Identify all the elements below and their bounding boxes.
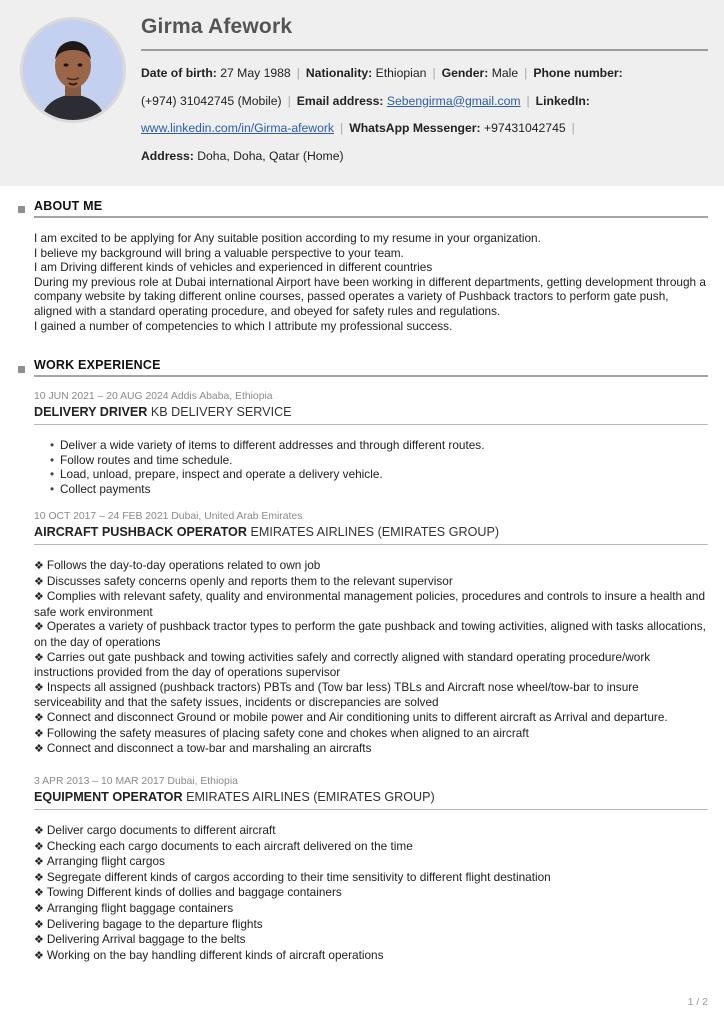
list-item: ❖ Carries out gate pushback and towing activities safely and correctly aligned with standard operating procedure/work instructions provided from the day of operations supervisor <box>34 650 708 680</box>
list-item: ❖ Arranging flight baggage containers <box>34 901 708 917</box>
list-item: ❖ Arranging flight cargos <box>34 854 708 870</box>
job-employer: EMIRATES AIRLINES (EMIRATES GROUP) <box>250 525 500 539</box>
gender-value: Male <box>491 66 519 80</box>
info-line-1 <box>141 60 708 88</box>
about-line: I am Driving different kinds of vehicles and experienced in different countries <box>34 260 433 275</box>
email-link[interactable]: Sebengirma@gmail.com <box>386 93 521 108</box>
job-dates: 10 JUN 2021 – 20 AUG 2024 Addis Ababa, Ethiopia <box>34 391 273 402</box>
address-value: Doha, Doha, Qatar (Home) <box>197 148 344 163</box>
job-divider <box>34 809 708 810</box>
job-title <box>34 525 499 539</box>
separator: | <box>526 93 530 108</box>
list-item: ❖ Connect and disconnect a tow-bar and marshaling an aircrafts <box>34 741 708 757</box>
list-item: ❖ Towing Different kinds of dollies and baggage containers <box>34 885 708 901</box>
contact-info <box>141 60 708 170</box>
separator: | <box>296 66 300 80</box>
gender-label: Gender: <box>441 66 489 80</box>
email-label: Email address: <box>296 93 384 108</box>
list-item: ❖ Delivering bagage to the departure flights <box>34 917 708 933</box>
about-line: I am excited to be applying for Any suitable position according to my resume in your organization. <box>34 231 541 245</box>
profile-photo-illustration <box>23 20 123 120</box>
profile-header <box>0 0 724 186</box>
job-title <box>34 405 292 419</box>
about-line: I gained a number of competencies to which I attribute my professional success. <box>34 318 453 333</box>
separator: | <box>524 66 528 80</box>
separator: | <box>287 93 291 108</box>
work-section-divider <box>34 375 708 377</box>
info-line-3 <box>141 115 708 143</box>
list-item: • Deliver a wide variety of items to different addresses and through different routes. <box>50 438 484 453</box>
job-employer: KB DELIVERY SERVICE <box>150 405 292 419</box>
job-duties-list <box>34 558 708 757</box>
list-item: ❖ Delivering Arrival baggage to the belts <box>34 932 708 948</box>
job-role: DELIVERY DRIVER <box>34 405 148 419</box>
list-item: ❖ Inspects all assigned (pushback tractors) PBTs and (Tow bar less) TBLs and Aircraft nose wheel/tow-bar to insure serviceability and that the safety issues, incidents or discrepancies are solved <box>34 680 708 710</box>
phone-value: (+974) 31042745 (Mobile) <box>141 93 282 108</box>
linkedin-label: LinkedIn: <box>535 93 590 108</box>
list-item: ❖ Follows the day-to-day operations related to own job <box>34 558 708 574</box>
list-item: • Follow routes and time schedule. <box>50 453 484 468</box>
about-text <box>34 231 708 333</box>
profile-photo <box>20 17 126 123</box>
dob-value: 27 May 1988 <box>220 66 291 80</box>
list-item: ❖ Operates a variety of pushback tractor types to perform the gate pushback and towing activities, aligned with tasks allocations, on the day of operations <box>34 619 708 649</box>
list-item: ❖ Working on the bay handling different kinds of aircraft operations <box>34 948 708 964</box>
job-divider <box>34 544 708 545</box>
list-item: • Load, unload, prepare, inspect and operate a delivery vehicle. <box>50 467 484 482</box>
job-employer: EMIRATES AIRLINES (EMIRATES GROUP) <box>186 790 435 804</box>
job-dates: 3 APR 2013 – 10 MAR 2017 Dubai, Ethiopia <box>34 776 238 787</box>
page-number: 1 / 2 <box>687 996 708 1008</box>
job-duties-list <box>34 823 708 963</box>
job-role: AIRCRAFT PUSHBACK OPERATOR <box>34 525 247 539</box>
section-bullet-icon <box>18 366 25 373</box>
list-item: ❖ Checking each cargo documents to each aircraft delivered on the time <box>34 839 708 855</box>
job-duties-list <box>50 438 484 496</box>
about-section-divider <box>34 216 708 218</box>
candidate-name: Girma Afework <box>141 15 293 38</box>
whatsapp-value: +97431042745 <box>483 121 566 135</box>
nationality-value: Ethiopian <box>375 66 427 80</box>
job-title <box>34 790 435 804</box>
list-item: • Collect payments <box>50 482 484 497</box>
about-section-title: ABOUT ME <box>34 199 103 213</box>
job-divider <box>34 424 708 425</box>
name-divider <box>141 49 708 51</box>
separator: | <box>571 121 575 135</box>
job-dates: 10 OCT 2017 – 24 FEB 2021 Dubai, United Arab Emirates <box>34 511 303 522</box>
linkedin-link[interactable]: www.linkedin.com/in/Girma-afework <box>141 121 335 135</box>
list-item: ❖ Segregate different kinds of cargos according to their time sensitivity to different flight destination <box>34 870 708 886</box>
whatsapp-label: WhatsApp Messenger: <box>349 121 481 135</box>
list-item: ❖ Connect and disconnect Ground or mobile power and Air conditioning units to different aircraft as Arrival and departure. <box>34 710 708 726</box>
about-line: During my previous role at Dubai international Airport have been working in different departments, getting development through a company website by taking different online courses, passed operates a variety of Pushback tractors to perform gate push, aligned with a standard operating procedure, and obeyed for safety rules and regulations. <box>34 274 706 318</box>
list-item: ❖ Complies with relevant safety, quality and environmental management policies, procedures and controls to insure a health and safe work environment <box>34 589 708 619</box>
work-section-title: WORK EXPERIENCE <box>34 358 161 372</box>
job-role: EQUIPMENT OPERATOR <box>34 790 183 804</box>
section-bullet-icon <box>18 206 25 213</box>
list-item: ❖ Deliver cargo documents to different aircraft <box>34 823 708 839</box>
about-line: I believe my background will bring a valuable perspective to your team. <box>34 245 404 260</box>
list-item: ❖ Discusses safety concerns openly and reports them to the relevant supervisor <box>34 574 708 590</box>
separator: | <box>340 121 344 135</box>
phone-label: Phone number: <box>533 66 623 80</box>
info-line-4 <box>141 143 708 171</box>
address-label: Address: <box>141 148 194 163</box>
nationality-label: Nationality: <box>305 66 373 80</box>
separator: | <box>432 66 436 80</box>
dob-label: Date of birth: <box>141 66 217 80</box>
info-line-2 <box>141 88 708 116</box>
list-item: ❖ Following the safety measures of placing safety cone and chokes when aligned to an aircraft <box>34 726 708 742</box>
